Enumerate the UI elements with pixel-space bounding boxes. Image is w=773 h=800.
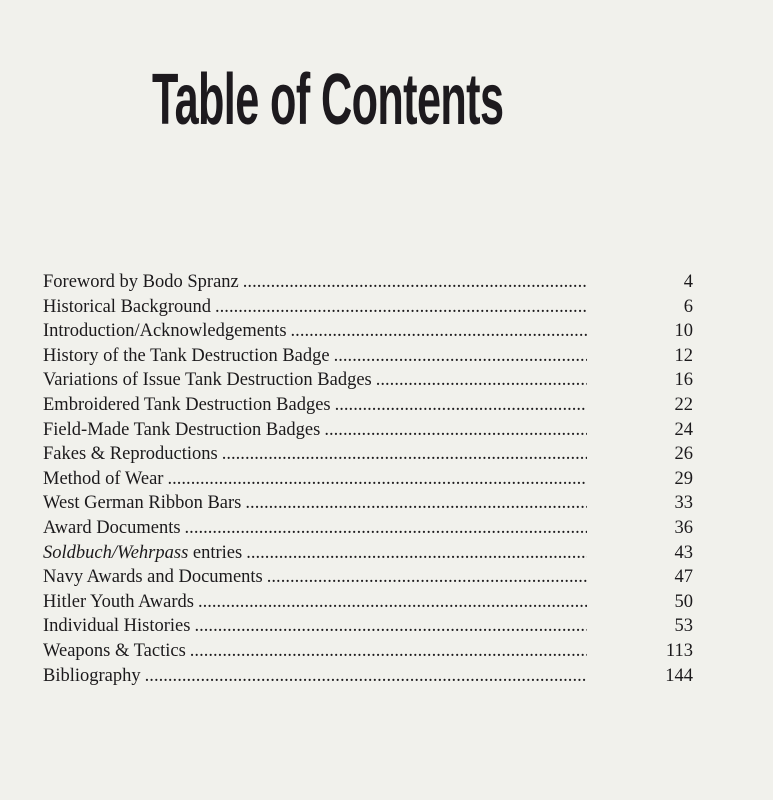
toc-entry-page: 43: [674, 542, 693, 563]
dot-leader: [211, 295, 591, 320]
dot-leader: [242, 541, 591, 566]
toc-entry: [43, 368, 693, 393]
dot-leader: [194, 590, 591, 615]
toc-entry-page: 33: [674, 493, 693, 514]
toc-entry-page: 26: [674, 444, 693, 465]
toc-entry-page: 53: [674, 616, 693, 637]
dot-leader: [320, 418, 591, 443]
toc-entry-page: 113: [665, 640, 693, 661]
toc-entry-label: Hitler Youth Awards: [43, 591, 194, 612]
toc-entry: [43, 442, 693, 467]
toc-entry: [43, 319, 693, 344]
toc-entry-label: Weapons & Tactics: [43, 640, 186, 661]
toc-entry-label: Variations of Issue Tank Destruction Badges: [43, 370, 372, 391]
toc-entry: [43, 664, 693, 689]
toc-entry-label: Individual Histories: [43, 616, 191, 637]
toc-entry-page: 29: [674, 468, 693, 489]
toc-entry: [43, 393, 693, 418]
toc-entry-label-suffix: entries: [188, 542, 243, 563]
toc-entry: [43, 639, 693, 664]
toc-entry-label: Method of Wear: [43, 468, 164, 489]
toc-entry-page: 16: [674, 370, 693, 391]
toc-entry-page: 10: [674, 321, 693, 342]
dot-leader: [141, 664, 591, 689]
dot-leader: [163, 467, 591, 492]
toc-entry-page: 36: [674, 517, 693, 538]
toc-entry: [43, 344, 693, 369]
toc-entry-label: Bibliography: [43, 665, 141, 686]
toc-entry-label: Introduction/Acknowledgements: [43, 321, 287, 342]
dot-leader: [331, 393, 591, 418]
toc-entry-label-italic: Soldbuch/Wehrpass: [43, 542, 189, 563]
toc-entry: [43, 541, 693, 566]
dot-leader: [190, 614, 591, 639]
toc-entry-page: 6: [683, 296, 693, 317]
dot-leader: [263, 565, 591, 590]
toc-entry-page: 24: [674, 419, 693, 440]
toc-entry: [43, 614, 693, 639]
toc-entry-label: Fakes & Reproductions: [43, 444, 218, 465]
toc-entry-label: Embroidered Tank Destruction Badges: [43, 394, 331, 415]
toc-entry-page: 144: [665, 665, 693, 686]
toc-entry: [43, 565, 693, 590]
toc-entry-page: 4: [683, 272, 693, 292]
toc-entry-label: [43, 541, 242, 566]
toc-entry: [43, 491, 693, 516]
toc-list: [43, 270, 693, 688]
dot-leader: [186, 639, 591, 664]
toc-entry: [43, 516, 693, 541]
dot-leader: [218, 442, 591, 467]
toc-entry-label: History of the Tank Destruction Badge: [43, 345, 330, 366]
toc-entry-page: 22: [674, 394, 693, 415]
toc-entry-label: West German Ribbon Bars: [43, 493, 242, 514]
toc-entry: [43, 467, 693, 492]
toc-entry-label: Field-Made Tank Destruction Badges: [43, 419, 321, 440]
toc-entry-label: Historical Background: [43, 296, 211, 317]
toc-entry: [43, 590, 693, 615]
dot-leader: [239, 270, 591, 295]
toc-entry-page: 47: [674, 567, 693, 588]
toc-entry-page: 50: [674, 591, 693, 612]
dot-leader: [372, 368, 591, 393]
toc-entry-label: Foreword by Bodo Spranz: [43, 272, 239, 292]
dot-leader: [287, 319, 591, 344]
toc-entry-label: Navy Awards and Documents: [43, 567, 263, 588]
toc-entry: [43, 418, 693, 443]
page-title: Table of Contents: [152, 60, 504, 140]
toc-entry-label: Award Documents: [43, 517, 181, 538]
toc-entry: [43, 270, 693, 295]
dot-leader: [181, 516, 591, 541]
toc-entry: [43, 295, 693, 320]
dot-leader: [330, 344, 591, 369]
dot-leader: [241, 491, 591, 516]
toc-entry-page: 12: [674, 345, 693, 366]
